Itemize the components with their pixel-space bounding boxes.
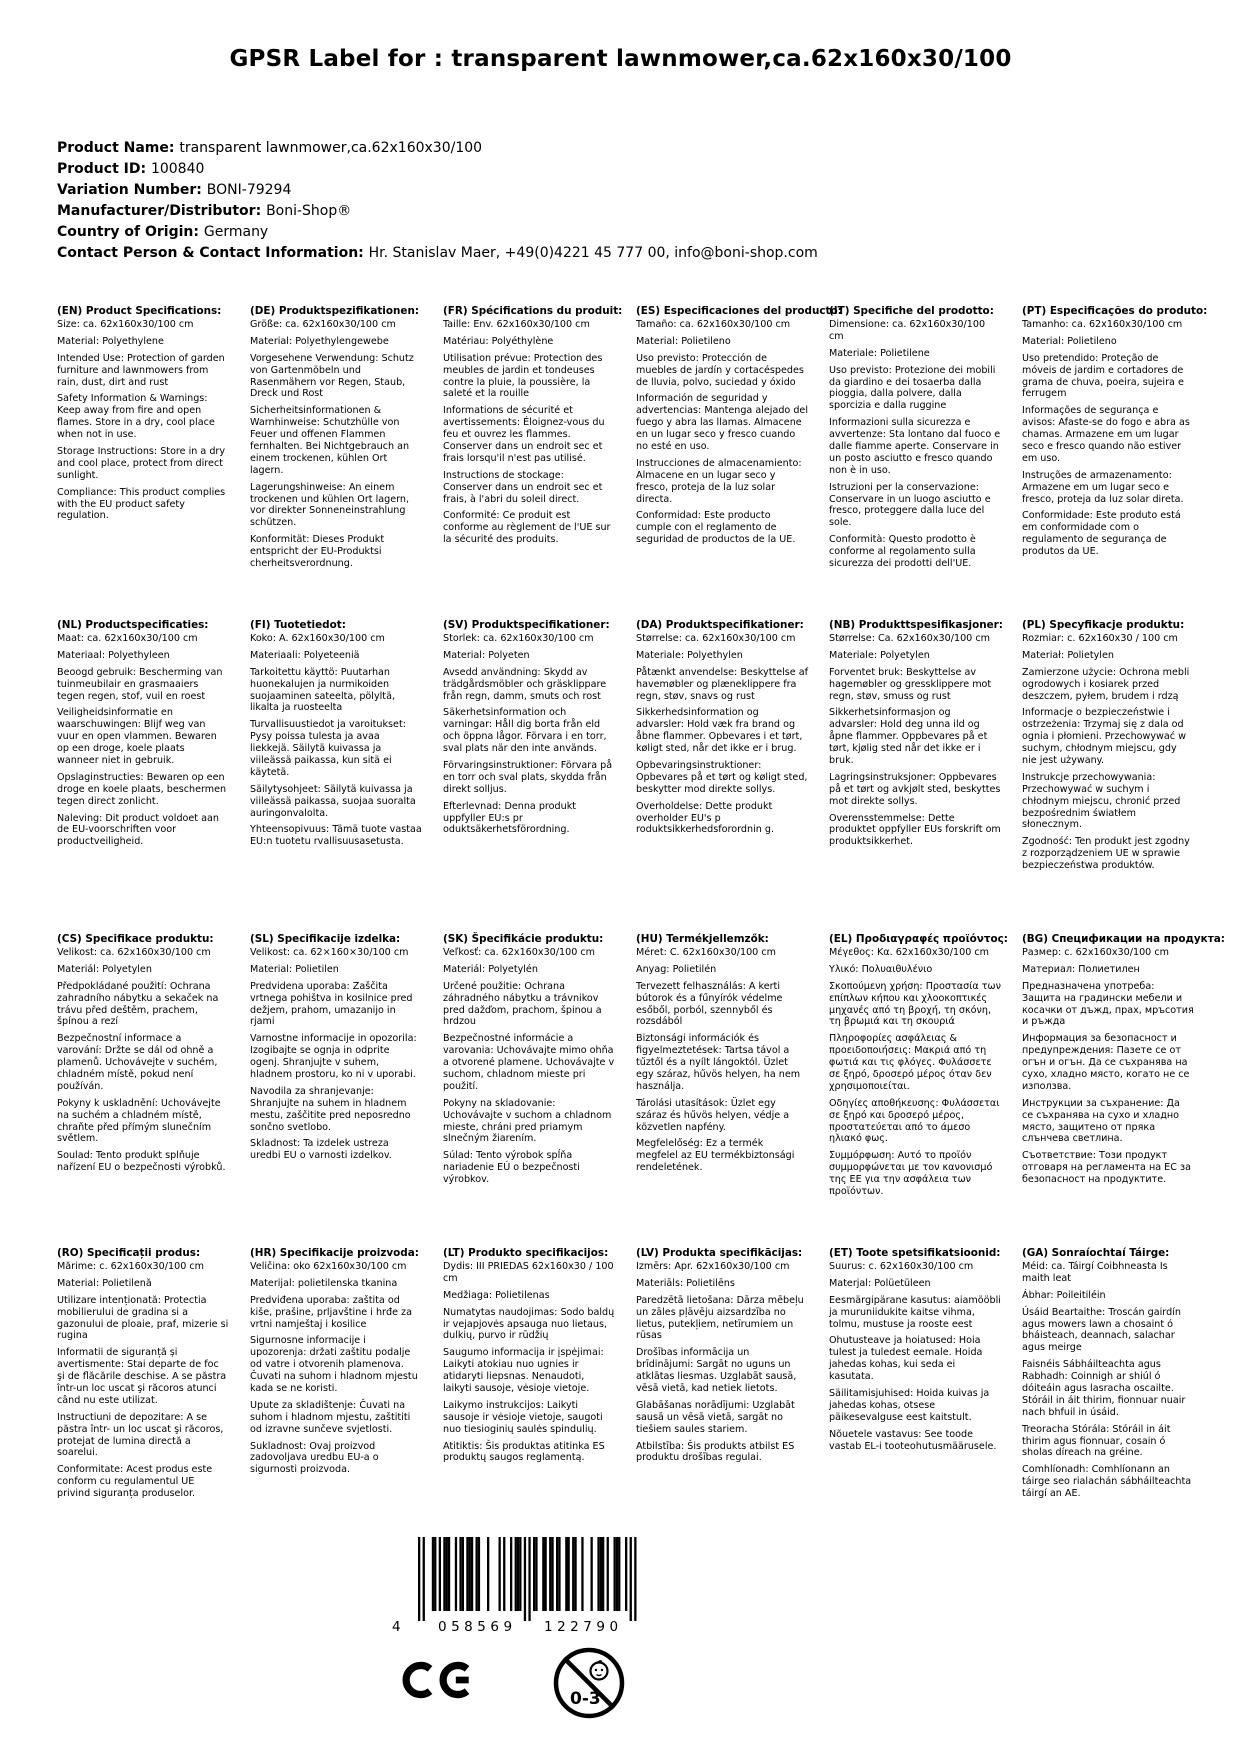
block-paragraph: Σκοπούμενη χρήση: Προστασία των επίπλων κήπου και χλοοκοπτικές μηχανές από τη βροχή, τη σκόνη, τη βρωμιά και τη σκουριά — [829, 980, 1001, 1028]
block-paragraph: Turvallisuustiedot ja varoitukset: Pysy poissa tulesta ja avaa liekkejä. Säilytä kuivassa ja viileässä paikassa, kun sitä ei käytetä. — [250, 719, 406, 778]
block-paragraph: Materiał: Polietylen — [1022, 649, 1114, 661]
block-paragraph: Conformitate: Acest produs este conform cu regulamentul UE privind siguranța produselor. — [57, 1464, 213, 1500]
block-paragraph: Förvaringsinstruktioner: Förvara på en torr och sval plats, skydda från direkt solljus. — [443, 760, 613, 795]
block-paragraph: Предназначена употреба: Защита на градински мебели и косачки от дъжд, прах, мръсотия и ръжда — [1022, 980, 1194, 1028]
block-paragraph: Informações de segurança e avisos: Afaste-se do fogo e abra as chamas. Armazene em um lugar seco e fresco quando não estiver em uso. — [1022, 405, 1190, 464]
block-paragraph: Material: Polyeten — [443, 649, 530, 661]
block-paragraph: Megfelelőség: Ez a termék megfelel az EU termékbiztonsági rendeletének. — [636, 1138, 795, 1174]
block-paragraph: Zgodność: Ten produkt jest zgodny z rozporządzeniem UE w sprawie bezpieczeństwa produktów. — [1022, 836, 1190, 872]
block-paragraph: Predvidena uporaba: Zaščita vrtnega pohištva in kosilnice pred dežjem, prahom, umazanijo in rjami — [250, 980, 413, 1028]
block-paragraph: Lagerungshinweise: An einem trockenen und kühlen Ort lagern, vor direkter Sonneneinstrahlung schützen. — [250, 481, 410, 529]
block-paragraph: Laikymo instrukcijos: Laikyti sausoje ir vėsioje vietoje, saugoti nuo tiesioginių saulės spindulių. — [443, 1399, 603, 1435]
block-paragraph: Πληροφορίες ασφάλειας & προειδοποιήσεις: Μακριά από τη φωτιά και τις φλόγες. Φυλάσσετε σε ξηρό, δροσερό μέρος όταν δεν χρησιμοποιείται. — [829, 1033, 992, 1092]
block-paragraph: Mărime: c. 62x160x30/100 cm — [57, 1261, 204, 1272]
block-paragraph: Overensstemmelse: Dette produktet oppfyller EUs forskrift om produktsikkerhet. — [829, 812, 1001, 848]
language-block-fi — [250, 619, 422, 933]
block-paragraph: Съответствие: Този продукт отговаря на регламента на ЕС за безопасност на продуктите. — [1022, 1150, 1191, 1186]
block-paragraph: Matériau: Polyéthylène — [443, 335, 554, 347]
block-paragraph: Predviđena uporaba: zaštita od kiše, prašine, prljavštine i hrđe za vrtni namještaj i kosilice — [250, 1294, 412, 1330]
block-paragraph: Uso pretendido: Proteção de móveis de jardim e cortadores de grama de chuva, poeira, sujeira e ferrugem — [1022, 352, 1184, 400]
ean-barcode — [392, 1537, 642, 1641]
block-paragraph: Suurus: c. 62x160x30/100 cm — [829, 1261, 974, 1272]
block-header: (EL) Προδιαγραφές προϊόντος: — [829, 933, 1008, 945]
block-paragraph: Conformità: Questo prodotto è conforme al regolamento sulla sicurezza dei prodotti dell'UE. — [829, 534, 976, 570]
block-paragraph: Conformité: Ce produit est conforme au règlement de l'UE sur la sécurité des produits. — [443, 510, 611, 546]
block-paragraph: Materiale: Polyetylen — [829, 649, 930, 661]
block-paragraph: Materiaali: Polyeteeniä — [250, 649, 360, 661]
barcode-left-digits: 058569 — [438, 1619, 517, 1635]
block-paragraph: Materiaal: Polyethyleen — [57, 649, 170, 661]
block-header: (NB) Produkttspesifikasjoner: — [829, 619, 1003, 631]
block-header: (HR) Specifikacije proizvoda: — [250, 1247, 419, 1259]
block-paragraph: Saugumo informacija ir įspėjimai: Laikyti atokiau nuo ugnies ir atidaryti liepsnas. Nenaudoti, laikyti sausoje, vėsioje vietoje. — [443, 1347, 604, 1395]
info-value: BONI-79294 — [206, 182, 292, 198]
block-paragraph: Lagringsinstruksjoner: Oppbevares på et tørt og avkjølt sted, beskyttes mot direkte sollys. — [829, 771, 1001, 807]
block-header: (NL) Productspecificaties: — [57, 619, 209, 631]
block-paragraph: Materiale: Polyethylen — [636, 649, 743, 661]
product-info-line — [57, 222, 818, 243]
block-paragraph: Materijal: polietilenska tkanina — [250, 1277, 398, 1289]
block-paragraph: Istruzioni per la conservazione: Conservare in un luogo asciutto e fresco, proteggere dalla luce del sole. — [829, 481, 991, 529]
block-paragraph: Storage Instructions: Store in a dry and cool place, protect from direct sunlight. — [57, 446, 226, 481]
block-header: (PL) Specyfikacje produktu: — [1022, 619, 1185, 631]
block-header: (LV) Produkta specifikācijas: — [636, 1247, 803, 1259]
language-block-sk — [443, 933, 615, 1247]
block-paragraph: Intended Use: Protection of garden furniture and lawnmowers from rain, dust, dirt and rust — [57, 352, 225, 388]
block-paragraph: Zamierzone użycie: Ochrona mebli ogrodowych i kosiarek przed deszczem, pyłem, brudem i rdzą — [1022, 666, 1190, 702]
block-paragraph: Sicherheitsinformationen & Warnhinweise: Schutzhülle von Feuer und offenen Flammen fernhalten. Bei Nichtgebrauch an einem trockenen, kühlen Ort lagern. — [250, 405, 410, 476]
language-block-en — [57, 305, 229, 619]
block-paragraph: Instructions de stockage: Conserver dans un endroit sec et frais, à l'abri du soleil direct. — [443, 469, 603, 505]
product-info-line — [57, 138, 818, 159]
block-paragraph: Méret: C. 62x160x30/100 cm — [636, 947, 776, 958]
block-header: (CS) Specifikace produktu: — [57, 933, 214, 945]
block-paragraph: Treoracha Stórála: Stóráil in áit thirim agus fionnuar, cosain ó sholas díreach na gréine. — [1022, 1423, 1171, 1459]
block-paragraph: Medžiaga: Polietilenas — [443, 1289, 550, 1301]
block-paragraph: Maat: ca. 62x160x30/100 cm — [57, 633, 198, 644]
block-paragraph: Materiál: Polyetylen — [57, 963, 152, 975]
block-paragraph: Conformidad: Este producto cumple con el reglamento de seguridad de productos de la UE. — [636, 510, 796, 546]
block-paragraph: Tarkoitettu käyttö: Puutarhan huonekalujen ja nurmikoiden suojaaminen sateelta, pölyltä, likalta ja ruosteelta — [250, 666, 396, 714]
block-header: (ET) Toote spetsifikatsioonid: — [829, 1247, 1001, 1259]
block-header: (IT) Specifiche del prodotto: — [829, 305, 994, 317]
block-header: (SV) Produktspecifikationer: — [443, 619, 610, 631]
block-paragraph: Υλικό: Πολυαιθυλένιο — [829, 963, 933, 975]
block-paragraph: Faisnéis Sábháilteachta agus Rabhadh: Coinnigh ar shiúl ó dóiteáin agus lasracha oscailte. Stóráil in áit thirim, fionnuar nuair nach bhfuil in úsáid. — [1022, 1359, 1186, 1418]
block-paragraph: Drošības informācija un brīdinājumi: Sargāt no uguns un atklātas liesmas. Uzglabāt sausā, vēsā vietā, kad netiek lietots. — [636, 1347, 797, 1395]
block-paragraph: Material: Polietileno — [636, 335, 731, 347]
block-paragraph: Súlad: Tento výrobok spĺňa nariadenie EÚ o bezpečnosti výrobkov. — [443, 1150, 580, 1186]
language-block-ro — [57, 1247, 229, 1561]
barcode-lead-digit: 4 — [392, 1619, 401, 1635]
block-paragraph: Biztonsági információk és figyelmeztetések: Tartsa távol a tűztől és a nyílt lángoktól. Üzlet egy száraz, hűvös helyen, ha nem használja. — [636, 1033, 801, 1092]
block-paragraph: Materiāls: Polietilēns — [636, 1277, 735, 1289]
block-paragraph: Instructiuni de depozitare: A se păstra într- un loc uscat şi răcoros, protejat de lumina directă a soarelui. — [57, 1411, 224, 1459]
block-paragraph: Méid: ca. Táirgí Coibhneasta Is maith leat — [1022, 1261, 1168, 1284]
language-grid — [57, 305, 1225, 1561]
block-paragraph: Размер: c. 62x160x30/100 cm — [1022, 947, 1169, 958]
info-value: Boni-Shop® — [266, 203, 352, 219]
block-paragraph: Ábhar: Poileitiléin — [1022, 1289, 1106, 1301]
block-paragraph: Varnostne informacije in opozorila: Izogibajte se ognja in odprite ogenj. Shranjujte v suhem, hladnem prostoru, ko ni v uporabi. — [250, 1033, 417, 1081]
block-paragraph: Informazioni sulla sicurezza e avvertenze: Sta lontano dal fuoco e dalle fiamme aperte. Conservare in un posto asciutto e fresco quando non è in uso. — [829, 417, 1001, 476]
block-paragraph: Информация за безопасност и предупреждения: Пазете се от огън и огън. Да се съхранява на сухо, хладно място, когато не се използва. — [1022, 1033, 1190, 1092]
block-paragraph: Dydis: III PRIEDAS 62x160x30 / 100 cm — [443, 1261, 614, 1284]
language-block-el — [829, 933, 1008, 1247]
block-paragraph: Naleving: Dit product voldoet aan de EU-voorschriften voor productveiligheid. — [57, 812, 219, 848]
block-paragraph: Uso previsto: Protezione dei mobili da giardino e dei tosaerba dalla pioggia, dalla polvere, dalla sporcizia e dalla ruggine — [829, 364, 996, 412]
block-paragraph: Ohutusteave ja hoiatused: Hoia tulest ja tuledest eemale. Hoida jahedas kohas, kui seda ei kasutata. — [829, 1335, 983, 1383]
language-block-ga — [1022, 1247, 1194, 1561]
block-paragraph: Veľkosť: ca. 62x160x30/100 cm — [443, 947, 595, 958]
block-paragraph: Vorgesehene Verwendung: Schutz von Gartenmöbeln und Rasenmähern vor Regen, Staub, Dreck und Rost — [250, 352, 414, 400]
info-label: Variation Number: — [57, 182, 207, 198]
block-paragraph: Určené použitie: Ochrana záhradného nábytku a trávnikov pred dažďom, prachom, špinou a hrdzou — [443, 980, 602, 1028]
block-header: (RO) Specificații produs: — [57, 1247, 201, 1259]
block-paragraph: Material: Polyethylene — [57, 335, 164, 347]
barcode-bars — [418, 1537, 637, 1621]
block-paragraph: Numatytas naudojimas: Sodo baldų ir vejapjovės apsauga nuo lietaus, dulkių, purvo ir rūdžių — [443, 1306, 615, 1342]
block-paragraph: Avsedd användning: Skydd av trädgårdsmöbler och gräsklippare från regn, damm, smuts och rost — [443, 666, 607, 702]
block-paragraph: Pokyny na skladovanie: Uchovávajte v suchom a chladnom mieste, chráni pred priamym slnečným žiarením. — [443, 1097, 612, 1145]
block-paragraph: Säilitamisjuhised: Hoida kuivas ja jahedas kohas, otsese päikesevalguse eest kaitstult. — [829, 1388, 990, 1423]
block-paragraph: Instrukcje przechowywania: Przechowywać w suchym i chłodnym miejscu, chronić przed bezpośrednim światłem słonecznym. — [1022, 771, 1181, 831]
block-paragraph: Informations de sécurité et avertissements: Éloignez-vous du feu et ouvrez les flammes. Conserver dans un endroit sec et frais lorsqu'il n'est pas utilisé. — [443, 405, 605, 464]
block-header: (FR) Spécifications du produit: — [443, 305, 623, 317]
block-paragraph: Paredzētā lietošana: Dārza mēbeļu un zāles pļāvēju aizsardzība no lietus, putekļiem, netīrumiem un rūsas — [636, 1294, 804, 1342]
block-paragraph: Dimensione: ca. 62x160x30/100 cm — [829, 319, 986, 342]
block-paragraph: Utilisation prévue: Protection des meubles de jardin et tondeuses contre la pluie, la poussière, la saleté et la rouille — [443, 352, 603, 400]
language-block-cs — [57, 933, 229, 1247]
block-header: (EN) Product Specifications: — [57, 305, 222, 317]
block-paragraph: Säkerhetsinformation och varningar: Håll dig borta från eld och öppna lågor. Förvara i en torr, sval plats när den inte används. — [443, 707, 607, 755]
block-paragraph: Konformität: Dieses Produkt entspricht der EU-Produktsi cherheitsverordnung. — [250, 534, 385, 570]
block-paragraph: Οδηγίες αποθήκευσης: Φυλάσσεται σε ξηρό και δροσερό μέρος, προστατεύεται από το άμεσο ηλιακό φως. — [829, 1097, 1000, 1145]
block-paragraph: Συμμόρφωση: Αυτό το προϊόν συμμορφώνεται με τον κανονισμό της ΕΕ για την ασφάλεια των προϊόντων. — [829, 1150, 993, 1198]
block-paragraph: Velikost: ca. 62x160x30/100 cm — [57, 947, 211, 958]
language-block-fr — [443, 305, 623, 619]
block-paragraph: Glabāšanas norādījumi: Uzglabāt sausā un vēsā vietā, sargāt no tiešiem saules stariem. — [636, 1399, 795, 1435]
language-block-hu — [636, 933, 808, 1247]
block-paragraph: Storlek: ca. 62x160x30/100 cm — [443, 633, 594, 644]
block-paragraph: Veiligheidsinformatie en waarschuwingen: Blijf weg van vuur en open vlammen. Bewaren op een droge, koele plaats wanneer niet in gebruik. — [57, 707, 217, 767]
info-value: 100840 — [150, 161, 205, 177]
page-title: GPSR Label for : transparent lawnmower,ca.62x160x30/100 — [229, 46, 1012, 72]
block-paragraph: Sikkerhetsinformasjon og advarsler: Hold deg unna ild og åpne flammer. Oppbevares på et tørt, kjølig sted når det ikke er i bruk. — [829, 707, 988, 767]
block-paragraph: Upute za skladištenje: Čuvati na suhom i hladnom mjestu, zaštititi od izravne sunčeve svjetlosti. — [250, 1399, 411, 1435]
ce-mark-icon — [402, 1650, 476, 1714]
language-block-hr — [250, 1247, 422, 1561]
block-paragraph: Sigurnosne informacije i upozorenja: držati zaštitu podalje od vatre i otvorenih plamenova. Čuvati na suhom i hladnom mjestu kada se ne koristi. — [250, 1335, 418, 1395]
info-label: Country of Origin: — [57, 224, 204, 240]
info-label: Contact Person & Contact Information: — [57, 245, 369, 261]
block-paragraph: Informatii de siguranță și avertismente: Stai departe de foc şi de flăcările deschise. A se păstra într-un loc uscat şi răcoros atunci când nu este utilizat. — [57, 1347, 227, 1406]
block-header: (LT) Produkto specifikacijos: — [443, 1247, 609, 1259]
block-header: (ES) Especificaciones del producto: — [636, 305, 842, 317]
language-block-sv — [443, 619, 615, 933]
language-block-nl — [57, 619, 229, 933]
block-header: (GA) Sonraíochtaí Táirge: — [1022, 1247, 1170, 1259]
block-paragraph: Navodila za shranjevanje: Shranjujte na suhem in hladnem mestu, zaščitite pred neposredno sončno svetlobo. — [250, 1085, 411, 1133]
language-block-et — [829, 1247, 1001, 1561]
block-paragraph: Størrelse: ca. 62x160x30/100 cm — [636, 633, 796, 644]
language-block-lv — [636, 1247, 808, 1561]
block-paragraph: Opslaginstructies: Bewaren op een droge en koele plaats, beschermen tegen direct zonlicht. — [57, 771, 227, 807]
block-paragraph: Bezpečnostní informace a varování: Držte se dál od ohně a plamenů. Uchovávejte v suchém, chladném místě, pokud není používán. — [57, 1033, 218, 1092]
block-paragraph: Información de seguridad y advertencias: Mantenga alejado del fuego y abra las llamas. Almacene en un lugar seco y fresco cuando no esté en uso. — [636, 393, 808, 453]
block-header: (PT) Especificações do produto: — [1022, 305, 1208, 317]
block-paragraph: Opbevaringsinstruktioner: Opbevares på et tørt og køligt sted, beskytter mod direkte sollys. — [636, 760, 808, 795]
block-paragraph: Velikost: ca. 62×160×30/100 cm — [250, 947, 409, 958]
block-paragraph: Uso previsto: Protección de muebles de jardín y cortacéspedes de lluvia, polvo, suciedad y óxido — [636, 352, 804, 388]
block-paragraph: Tamaño: ca. 62x160x30/100 cm — [636, 319, 791, 330]
block-header: (DA) Produktspecifikationer: — [636, 619, 804, 631]
block-paragraph: Beoogd gebruik: Bescherming van tuinmeubilair en grasmaaiers tegen regen, stof, vuil en roest — [57, 666, 223, 702]
block-paragraph: Efterlevnad: Denna produkt uppfyller EU:s pr oduktsäkerhetsförordning. — [443, 800, 577, 836]
block-paragraph: Anyag: Polietilén — [636, 963, 717, 975]
block-paragraph: Eesmärgipärane kasutus: aiamööbli ja muruniidukite kaitse vihma, tolmu, mustuse ja rooste eest — [829, 1294, 1001, 1330]
block-paragraph: Материал: Полиетилен — [1022, 963, 1140, 975]
block-paragraph: Tamanho: ca. 62x160x30/100 cm — [1022, 319, 1183, 330]
block-paragraph: Yhteensopivuus: Tämä tuote vastaa EU:n tuotetu rvallisuusasetusta. — [250, 824, 422, 848]
block-header: (HU) Termékjellemzők: — [636, 933, 769, 945]
block-paragraph: Instrucciones de almacenamiento: Almacene en un lugar seco y fresco, proteja de la luz solar directa. — [636, 457, 802, 505]
block-header: (DE) Produktspezifikationen: — [250, 305, 419, 317]
block-paragraph: Material: Polietileno — [1022, 335, 1117, 347]
info-label: Product Name: — [57, 140, 180, 156]
block-paragraph: Säilytysohjeet: Säilytä kuivassa ja viileässä paikassa, suojaa suoralta auringonvalolta. — [250, 783, 416, 819]
block-paragraph: Safety Information & Warnings: Keep away from fire and open flames. Store in a dry, cool place when not in use. — [57, 393, 215, 441]
block-paragraph: Sukladnost: Ovaj proizvod zadovoljava uredbu EU-a o sigurnosti proizvoda. — [250, 1440, 379, 1476]
block-paragraph: Bezpečnostné informácie a varovania: Uchovávajte mimo ohňa a otvorené plamene. Uchovávajte v suchom, chladnom mieste pri použití. — [443, 1033, 615, 1092]
block-paragraph: Größe: ca. 62x160x30/100 cm — [250, 319, 396, 330]
block-paragraph: Úsáid Beartaithe: Troscán gairdín agus mowers lawn a chosaint ó bháisteach, deannach, salachar agus meirge — [1022, 1306, 1181, 1354]
language-block-de — [250, 305, 422, 619]
block-paragraph: Atbilstība: Šis produkts atbilst ES produktu drošības regulai. — [636, 1440, 795, 1464]
language-block-es — [636, 305, 842, 619]
block-paragraph: Pokyny k uskladnění: Uchovávejte na suchém a chladném místě, chraňte před přímým slunečním světlem. — [57, 1097, 221, 1145]
block-paragraph: Informacje o bezpieczeństwie i ostrzeżenia: Trzymaj się z dala od ognia i płomieni. Przechowywać w suchym, chłodnym miejscu, gdy nie jest używany. — [1022, 707, 1186, 767]
block-paragraph: Atitiktis: Šis produktas atitinka ES produktų saugos reglamentą. — [443, 1440, 605, 1464]
product-info — [57, 138, 818, 264]
block-paragraph: Materiale: Polietilene — [829, 347, 930, 359]
block-paragraph: Overholdelse: Dette produkt overholder EU's p roduktsikkerhedsforordnin g. — [636, 800, 775, 836]
age-warning-icon — [551, 1645, 627, 1725]
block-paragraph: Soulad: Tento produkt splňuje nařízení EU o bezpečnosti výrobků. — [57, 1150, 226, 1174]
block-paragraph: Tárolási utasítások: Üzlet egy száraz és hűvös helyen, védje a közvetlen napfény. — [636, 1097, 790, 1133]
block-paragraph: Instruções de armazenamento: Armazene em um lugar seco e fresco, proteja da luz solar direta. — [1022, 469, 1184, 505]
language-block-sl — [250, 933, 422, 1247]
block-paragraph: Material: Polietilenă — [57, 1277, 152, 1289]
block-paragraph: Rozmiar: c. 62x160x30 / 100 cm — [1022, 633, 1178, 644]
info-value: Hr. Stanislav Maer, +49(0)4221 45 777 00, info@boni-shop.com — [368, 245, 818, 261]
info-label: Product ID: — [57, 161, 151, 177]
block-paragraph: Størrelse: Ca. 62x160x30/100 cm — [829, 633, 990, 644]
block-paragraph: Skladnost: Ta izdelek ustreza uredbi EU o varnosti izdelkov. — [250, 1138, 392, 1162]
block-paragraph: Инструкции за съхранение: Да се съхранява на сухо и хладно място, защитено от пряка слънчева светлина. — [1022, 1097, 1180, 1145]
block-paragraph: Compliance: This product complies with the EU product safety regulation. — [57, 486, 226, 522]
block-paragraph: Conformidade: Este produto está em conformidade com o regulamento de segurança de produtos da UE. — [1022, 510, 1181, 558]
product-info-line — [57, 243, 818, 264]
barcode-right-digits: 122790 — [544, 1619, 623, 1635]
block-header: (FI) Tuotetiedot: — [250, 619, 346, 631]
language-block-pl — [1022, 619, 1194, 933]
block-paragraph: Koko: A. 62x160x30/100 cm — [250, 633, 385, 644]
block-paragraph: Material: Polietilen — [250, 963, 339, 975]
product-info-line — [57, 201, 818, 222]
block-paragraph: Veličina: oko 62x160x30/100 cm — [250, 1261, 407, 1272]
block-paragraph: Tervezett felhasználás: A kerti bútorok és a fűnyírók védelme esőből, porból, szennyből és rozsdából — [636, 980, 783, 1028]
language-block-bg — [1022, 933, 1225, 1247]
block-paragraph: Size: ca. 62x160x30/100 cm — [57, 319, 194, 330]
block-paragraph: Utilizare intenționată: Protectia mobilierului de gradina si a gazonului de ploaie, praf, mizerie si rugina — [57, 1294, 229, 1342]
language-block-it — [829, 305, 1001, 619]
block-paragraph: Předpokládané použití: Ochrana zahradního nábytku a sekaček na trávu před deštěm, prachem, špínou a rezí — [57, 980, 219, 1028]
info-value: Germany — [203, 224, 269, 240]
language-block-pt — [1022, 305, 1208, 619]
language-block-nb — [829, 619, 1001, 933]
block-paragraph: Forventet bruk: Beskyttelse av hagemøbler og gressklippere mot regn, støv, smuss og rust — [829, 666, 992, 702]
language-block-da — [636, 619, 808, 933]
info-value: transparent lawnmower,ca.62x160x30/100 — [179, 140, 483, 156]
block-paragraph: Izmērs: Apr. 62x160x30/100 cm — [636, 1261, 790, 1272]
block-paragraph: Materjal: Polüetüleen — [829, 1277, 931, 1289]
block-header: (SL) Specifikacije izdelka: — [250, 933, 401, 945]
block-header: (BG) Спецификации на продукта: — [1022, 933, 1225, 945]
block-paragraph: Nõuetele vastavus: See toode vastab EL-i tooteohutusmäärusele. — [829, 1428, 997, 1452]
block-paragraph: Taille: Env. 62x160x30/100 cm — [443, 319, 590, 330]
block-paragraph: Material: Polyethylengewebe — [250, 335, 389, 347]
product-info-line — [57, 180, 818, 201]
block-paragraph: Sikkerhedsinformation og advarsler: Hold væk fra brand og åbne flammer. Opbevares i et tørt, køligt sted, når det ikke er i brug. — [636, 707, 803, 755]
block-paragraph: Comhlíonadh: Comhlíonann an táirge seo rialachán sábháilteachta táirgí an AE. — [1022, 1464, 1192, 1500]
block-paragraph: Materiál: Polyetylén — [443, 963, 538, 975]
info-label: Manufacturer/Distributor: — [57, 203, 267, 219]
product-info-line — [57, 159, 818, 180]
age-warning-label: 0-3 — [570, 1689, 601, 1709]
block-paragraph: Påtænkt anvendelse: Beskyttelse af havemøbler og plæneklippere fra regn, støv, snavs og rust — [636, 666, 808, 702]
block-paragraph: Μέγεθος: Κα. 62x160x30/100 cm — [829, 947, 989, 958]
language-block-lt — [443, 1247, 615, 1561]
block-header: (SK) Špecifikácie produktu: — [443, 933, 604, 945]
